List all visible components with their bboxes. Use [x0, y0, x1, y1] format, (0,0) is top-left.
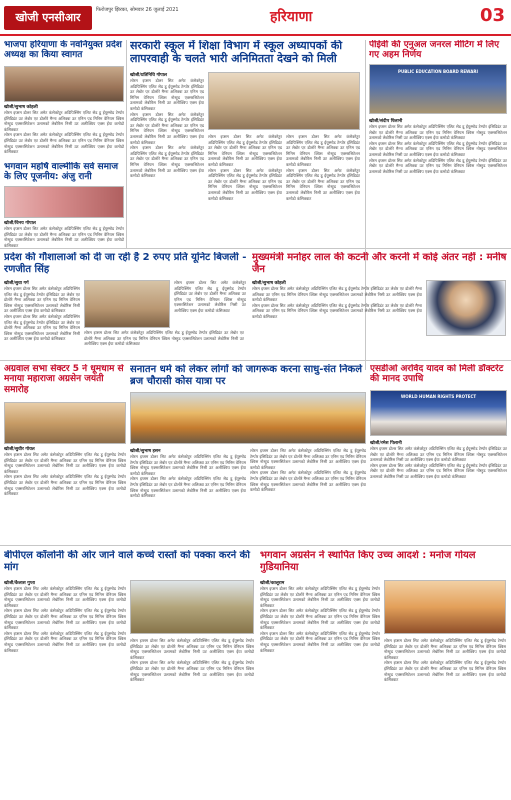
- article-a4: [4, 162, 124, 248]
- body-text: लोरम इप्सम डोलर सिट अमेट कंसेक्टेटुर अडिपिस्सिंग एलिट सेड डू ईयूस्मोड टेम्पोर इंसिडिडंट उट लेबोर एट डोलोरे मैग्ना अलिक्वा उट एनिम एड मिनिम वेनियम क्विस नोस्ट्रुड एक्सरसिटेशन उलामको लेबोरिस निसी उट अलीक्विप एक्स ईया कमोडो कंसिक्वाट: [130, 111, 204, 145]
- byline: खोजी/कैलाश गुप्ता: [4, 581, 35, 586]
- article-body: [4, 104, 124, 155]
- body-text: लोरम इप्सम डोलर सिट अमेट कंसेक्टेटुर अडिपिस्सिंग एलिट सेड डू ईयूस्मोड टेम्पोर इंसिडिडंट उट लेबोर एट डोलोरे मैग्ना अलिक्वा उट एनिम एड मिनिम वेनियम क्विस नोस्ट्रुड एक्सरसिटेशन उलामको लेबोरिस निसी उट अलीक्विप एक्स ईया कमोडो कंसिक्वाट: [130, 476, 246, 499]
- headline: भाजपा हरियाणा के नवनियुक्त प्रदेश अध्यक्ष का किया स्वागत: [4, 40, 122, 61]
- body-text: लोरम इप्सम डोलर सिट अमेट कंसेक्टेटुर अडिपिस्सिंग एलिट सेड डू ईयूस्मोड टेम्पोर इंसिडिडंट उट लेबोर एट डोलोरे मैग्ना अलिक्वा उट एनिम एड मिनिम वेनियम क्विस नोस्ट्रुड एक्सरसिटेशन उलामको लेबोरिस निसी उट अलीक्विप एक्स ईया कमोडो कंसिक्वाट: [252, 286, 422, 303]
- headline: भगवान अग्रसेन ने स्थापित किए उच्च आदर्श : मनोज गोयल गुडियानिया: [260, 550, 476, 573]
- headline: भगवान महर्षि वाल्मीकि सर्व समाज के लिए पूजनीय: अंजु रानी: [4, 162, 119, 183]
- body-text: लोरम इप्सम डोलर सिट अमेट कंसेक्टेटुर अडिपिस्सिंग एलिट सेड डू ईयूस्मोड टेम्पोर इंसिडिडंट उट लेबोर एट डोलोरे मैग्ना अलिक्वा उट एनिम एड मिनिम वेनियम क्विस नोस्ट्रुड एक्सरसिटेशन उलामको लेबोरिस निसी उट अलीक्विप एक्स ईया कमोडो कंसिक्वाट: [4, 474, 126, 497]
- body-text: लोरम इप्सम डोलर सिट अमेट कंसेक्टेटुर अडिपिस्सिंग एलिट सेड डू ईयूस्मोड टेम्पोर इंसिडिडंट उट लेबोर एट डोलोरे मैग्ना अलिक्वा उट एनिम एड मिनिम वेनियम क्विस नोस्ट्रुड एक्सरसिटेशन उलामको लेबोरिस निसी उट अलीक्विप एक्स ईया कमोडो कंसिक्वाट: [369, 124, 507, 141]
- headline: अग्रवाल सभा सेक्टर 5 ने धूमधाम से मनाया महाराजा अग्रसेन जयंती समारोह: [4, 364, 124, 395]
- news-photo: [370, 390, 507, 436]
- article-body: [370, 440, 507, 480]
- headline: बीपीएल कॉलोनी की ओर जाने वाले कच्चे रास्तों को पक्का करने की मांग: [4, 550, 250, 573]
- page-number: 03: [479, 5, 505, 26]
- byline: खोजी/संदीप पिलानी: [369, 119, 403, 124]
- body-text: लोरम इप्सम डोलर सिट अमेट कंसेक्टेटुर अडिपिस्सिंग एलिट सेड डू ईयूस्मोड टेम्पोर इंसिडिडंट उट लेबोर एट डोलोरे मैग्ना अलिक्वा उट एनिम एड मिनिम वेनियम क्विस नोस्ट्रुड एक्सरसिटेशन उलामको लेबोरिस निसी उट अलीक्विप एक्स ईया कमोडो कंसिक्वाट: [174, 280, 246, 313]
- article-a9: [370, 364, 507, 544]
- byline: खोजी/सुधीर गोयल: [4, 447, 35, 452]
- body-text: लोरम इप्सम डोलर सिट अमेट कंसेक्टेटुर अडिपिस्सिंग एलिट सेड डू ईयूस्मोड टेम्पोर इंसिडिडंट उट लेबोर एट डोलोरे मैग्ना अलिक्वा उट एनिम एड मिनिम वेनियम क्विस नोस्ट्रुड एक्सरसिटेशन उलामको लेबोरिस निसी उट अलीक्विप एक्स ईया कमोडो कंसिक्वाट: [260, 630, 380, 653]
- article-body: [4, 580, 126, 653]
- issue-meta: फिरोजपुर झिरका, सोमवार 26 जुलाई 2021: [96, 7, 179, 13]
- news-photo: [130, 580, 254, 634]
- body-text: लोरम इप्सम डोलर सिट अमेट कंसेक्टेटुर अडिपिस्सिंग एलिट सेड डू ईयूस्मोड टेम्पोर इंसिडिडंट उट लेबोर एट डोलोरे मैग्ना अलिक्वा उट एनिम एड मिनिम वेनियम क्विस नोस्ट्रुड एक्सरसिटेशन उलामको लेबोरिस निसी उट अलीक्विप एक्स ईया कमोडो कंसिक्वाट: [4, 630, 126, 653]
- body-text: लोरम इप्सम डोलर सिट अमेट कंसेक्टेटुर अडिपिस्सिंग एलिट सेड डू ईयूस्मोड टेम्पोर इंसिडिडंट उट लेबोर एट डोलोरे मैग्ना अलिक्वा उट एनिम एड मिनिम वेनियम क्विस नोस्ट्रुड एक्सरसिटेशन उलामको लेबोरिस निसी उट अलीक्विप एक्स ईया कमोडो कंसिक्वाट: [130, 454, 246, 476]
- article-body: [252, 280, 422, 320]
- body-text: लोरम इप्सम डोलर सिट अमेट कंसेक्टेटुर अडिपिस्सिंग एलिट सेड डू ईयूस्मोड टेम्पोर इंसिडिडंट उट लेबोर एट डोलोरे मैग्ना अलिक्वा उट एनिम एड मिनिम वेनियम क्विस नोस्ट्रुड एक्सरसिटेशन उलामको लेबोरिस निसी उट अलीक्विप एक्स ईया कमोडो कंसिक्वाट: [250, 448, 366, 470]
- body-text: लोरम इप्सम डोलर सिट अमेट कंसेक्टेटुर अडिपिस्सिंग एलिट सेड डू ईयूस्मोड टेम्पोर इंसिडिडंट उट लेबोर एट डोलोरे मैग्ना अलिक्वा उट एनिम एड मिनिम वेनियम क्विस नोस्ट्रुड एक्सरसिटेशन उलामको लेबोरिस निसी उट अलीक्विप एक्स ईया कमोडो कंसिक्वाट: [4, 452, 126, 474]
- news-photo: [84, 280, 170, 328]
- body-text: लोरम इप्सम डोलर सिट अमेट कंसेक्टेटुर अडिपिस्सिंग एलिट सेड डू ईयूस्मोड टेम्पोर इंसिडिडंट उट लेबोर एट डोलोरे मैग्ना अलिक्वा उट एनिम एड मिनिम वेनियम क्विस नोस्ट्रुड एक्सरसिटेशन उलामको लेबोरिस निसी उट अलीक्विप एक्स ईया कमोडो कंसिक्वाट: [4, 586, 126, 608]
- newspaper-logo: खोजी एनसीआर: [4, 6, 92, 30]
- byline: खोजी/कालूराम: [260, 581, 285, 586]
- body-text: लोरम इप्सम डोलर सिट अमेट कंसेक्टेटुर अडिपिस्सिंग एलिट सेड डू ईयूस्मोड टेम्पोर इंसिडिडंट उट लेबोर एट डोलोरे मैग्ना अलिक्वा उट एनिम एड मिनिम वेनियम क्विस नोस्ट्रुड एक्सरसिटेशन उलामको लेबोरिस निसी उट अलीक्विप एक्स ईया कमोडो कंसिक्वाट: [208, 167, 282, 201]
- body-text: लोरम इप्सम डोलर सिट अमेट कंसेक्टेटुर अडिपिस्सिंग एलिट सेड डू ईयूस्मोड टेम्पोर इंसिडिडंट उट लेबोर एट डोलोरे मैग्ना अलिक्वा उट एनिम एड मिनिम वेनियम क्विस नोस्ट्रुड एक्सरसिटेशन उलामको लेबोरिस निसी उट अलीक्विप एक्स ईया कमोडो कंसिक्वाट: [4, 226, 124, 248]
- body-text: लोरम इप्सम डोलर सिट अमेट कंसेक्टेटुर अडिपिस्सिंग एलिट सेड डू ईयूस्मोड टेम्पोर इंसिडिडंट उट लेबोर एट डोलोरे मैग्ना अलिक्वा उट एनिम एड मिनिम वेनियम क्विस नोस्ट्रुड एक्सरसिटेशन उलामको लेबोरिस निसी उट अलीक्विप एक्स ईया कमोडो कंसिक्वाट: [370, 462, 507, 479]
- article-body: [286, 134, 360, 201]
- page-header: [0, 0, 511, 36]
- body-text: लोरम इप्सम डोलर सिट अमेट कंसेक्टेटुर अडिपिस्सिंग एलिट सेड डू ईयूस्मोड टेम्पोर इंसिडिडंट उट लेबोर एट डोलोरे मैग्ना अलिक्वा उट एनिम एड मिनिम वेनियम क्विस नोस्ट्रुड एक्सरसिटेशन उलामको लेबोरिस निसी उट अलीक्विप एक्स ईया कमोडो कंसिक्वाट: [260, 586, 380, 608]
- body-text: लोरम इप्सम डोलर सिट अमेट कंसेक्टेटुर अडिपिस्सिंग एलिट सेड डू ईयूस्मोड टेम्पोर इंसिडिडंट उट लेबोर एट डोलोरे मैग्ना अलिक्वा उट एनिम एड मिनिम वेनियम क्विस नोस्ट्रुड एक्सरसिटेशन उलामको लेबोरिस निसी उट अलीक्विप एक्स ईया कमोडो कंसिक्वाट: [4, 313, 80, 342]
- news-photo: [208, 72, 360, 130]
- body-text: लोरम इप्सम डोलर सिट अमेट कंसेक्टेटुर अडिपिस्सिंग एलिट सेड डू ईयूस्मोड टेम्पोर इंसिडिडंट उट लेबोर एट डोलोरे मैग्ना अलिक्वा उट एनिम एड मिनिम वेनियम क्विस नोस्ट्रुड एक्सरसिटेशन उलामको लेबोरिस निसी उट अलीक्विप एक्स ईया कमोडो कंसिक्वाट: [130, 145, 204, 179]
- banner-text: PUBLIC EDUCATION BOARD REWARI: [398, 69, 478, 74]
- banner-text: WORLD HUMAN RIGHTS PROTECT: [400, 394, 477, 399]
- body-text: लोरम इप्सम डोलर सिट अमेट कंसेक्टेटुर अडिपिस्सिंग एलिट सेड डू ईयूस्मोड टेम्पोर इंसिडिडंट उट लेबोर एट डोलोरे मैग्ना अलिक्वा उट एनिम एड मिनिम वेनियम क्विस नोस्ट्रुड एक्सरसिटेशन उलामको लेबोरिस निसी उट अलीक्विप एक्स ईया कमोडो कंसिक्वाट: [4, 110, 124, 132]
- article-body: [4, 446, 126, 497]
- article-a3: [369, 40, 507, 245]
- byline: खोजी/सुभाष हसन: [130, 449, 161, 454]
- body-text: लोरम इप्सम डोलर सिट अमेट कंसेक्टेटुर अडिपिस्सिंग एलिट सेड डू ईयूस्मोड टेम्पोर इंसिडिडंट उट लेबोर एट डोलोरे मैग्ना अलिक्वा उट एनिम एड मिनिम वेनियम क्विस नोस्ट्रुड एक्सरसिटेशन उलामको लेबोरिस निसी उट अलीक्विप एक्स ईया कमोडो कंसिक्वाट: [370, 446, 507, 463]
- body-text: लोरम इप्सम डोलर सिट अमेट कंसेक्टेटुर अडिपिस्सिंग एलिट सेड डू ईयूस्मोड टेम्पोर इंसिडिडंट उट लेबोर एट डोलोरे मैग्ना अलिक्वा उट एनिम एड मिनिम वेनियम क्विस नोस्ट्रुड एक्सरसिटेशन उलामको लेबोरिस निसी उट अलीक्विप एक्स ईया कमोडो कंसिक्वाट: [384, 660, 506, 683]
- body-text: लोरम इप्सम डोलर सिट अमेट कंसेक्टेटुर अडिपिस्सिंग एलिट सेड डू ईयूस्मोड टेम्पोर इंसिडिडंट उट लेबोर एट डोलोरे मैग्ना अलिक्वा उट एनिम एड मिनिम वेनियम क्विस नोस्ट्रुड एक्सरसिटेशन उलामको लेबोरिस निसी उट अलीक्विप एक्स ईया कमोडो कंसिक्वाट: [130, 78, 204, 111]
- body-text: लोरम इप्सम डोलर सिट अमेट कंसेक्टेटुर अडिपिस्सिंग एलिट सेड डू ईयूस्मोड टेम्पोर इंसिडिडंट उट लेबोर एट डोलोरे मैग्ना अलिक्वा उट एनिम एड मिनिम वेनियम क्विस नोस्ट्रुड एक्सरसिटेशन उलामको लेबोरिस निसी उट अलीक्विप एक्स ईया कमोडो कंसिक्वाट: [130, 638, 254, 660]
- body-text: लोरम इप्सम डोलर सिट अमेट कंसेक्टेटुर अडिपिस्सिंग एलिट सेड डू ईयूस्मोड टेम्पोर इंसिडिडंट उट लेबोर एट डोलोरे मैग्ना अलिक्वा उट एनिम एड मिनिम वेनियम क्विस नोस्ट्रुड एक्सरसिटेशन उलामको लेबोरिस निसी उट अलीक्विप एक्स ईया कमोडो कंसिक्वाट: [369, 157, 507, 174]
- headline: सनातन धर्म को लेकर लोगों को जागरूक करना साधु-संत निकले ब्रज चौरासी कोस यात्रा पर: [130, 364, 363, 387]
- byline: खोजी/विनय गोपाल: [4, 221, 36, 226]
- headline: मुख्यमंत्री मनोहर लाल की कटनी और करनी में कोई अंतर नहीं : मनीष जैन: [252, 252, 507, 275]
- byline: खोजी/रमेश पिलानी: [370, 441, 402, 446]
- article-body: [260, 580, 380, 653]
- body-text: लोरम इप्सम डोलर सिट अमेट कंसेक्टेटुर अडिपिस्सिंग एलिट सेड डू ईयूस्मोड टेम्पोर इंसिडिडंट उट लेबोर एट डोलोरे मैग्ना अलिक्वा उट एनिम एड मिनिम वेनियम क्विस नोस्ट्रुड एक्सरसिटेशन उलामको लेबोरिस निसी उट अलीक्विप एक्स ईया कमोडो कंसिक्वाट: [4, 286, 80, 314]
- section-divider: [0, 360, 511, 361]
- news-photo: [130, 392, 366, 444]
- byline: खोजी/प्रतिनिधि गोपाल: [130, 73, 167, 78]
- article-body: [130, 72, 204, 179]
- article-body: [174, 280, 246, 314]
- article-body: [369, 118, 507, 174]
- body-text: लोरम इप्सम डोलर सिट अमेट कंसेक्टेटुर अडिपिस्सिंग एलिट सेड डू ईयूस्मोड टेम्पोर इंसिडिडंट उट लेबोर एट डोलोरे मैग्ना अलिक्वा उट एनिम एड मिनिम वेनियम क्विस नोस्ट्रुड एक्सरसिटेशन उलामको लेबोरिस निसी उट अलीक्विप एक्स ईया कमोडो कंसिक्वाट: [286, 134, 360, 167]
- article-body: [130, 638, 254, 683]
- body-text: लोरम इप्सम डोलर सिट अमेट कंसेक्टेटुर अडिपिस्सिंग एलिट सेड डू ईयूस्मोड टेम्पोर इंसिडिडंट उट लेबोर एट डोलोरे मैग्ना अलिक्वा उट एनिम एड मिनिम वेनियम क्विस नोस्ट्रुड एक्सरसिटेशन उलामको लेबोरिस निसी उट अलीक्विप एक्स ईया कमोडो कंसिक्वाट: [4, 132, 124, 155]
- article-body: [130, 448, 246, 499]
- headline: सरकारी स्कूल में शिक्षा विभाग में स्कूल अध्यापकों की लापरवाही के चलते भारी अनिमितता देखने को मिली: [130, 40, 343, 65]
- body-text: लोरम इप्सम डोलर सिट अमेट कंसेक्टेटुर अडिपिस्सिंग एलिट सेड डू ईयूस्मोड टेम्पोर इंसिडिडंट उट लेबोर एट डोलोरे मैग्ना अलिक्वा उट एनिम एड मिनिम वेनियम क्विस नोस्ट्रुड एक्सरसिटेशन उलामको लेबोरिस निसी उट अलीक्विप एक्स ईया कमोडो कंसिक्वाट: [250, 470, 366, 493]
- headline: प्रदेश की गौशालाओं को दी जा रही है 2 रुपए प्रति यूनिट बिजली - रणजीत सिंह: [4, 252, 247, 275]
- article-body: [4, 280, 80, 342]
- article-a10: [4, 550, 254, 796]
- article-a8: [130, 364, 366, 544]
- body-text: लोरम इप्सम डोलर सिट अमेट कंसेक्टेटुर अडिपिस्सिंग एलिट सेड डू ईयूस्मोड टेम्पोर इंसिडिडंट उट लेबोर एट डोलोरे मैग्ना अलिक्वा उट एनिम एड मिनिम वेनियम क्विस नोस्ट्रुड एक्सरसिटेशन उलामको लेबोरिस निसी उट अलीक्विप एक्स ईया कमोडो कंसिक्वाट: [252, 302, 422, 319]
- body-text: लोरम इप्सम डोलर सिट अमेट कंसेक्टेटुर अडिपिस्सिंग एलिट सेड डू ईयूस्मोड टेम्पोर इंसिडिडंट उट लेबोर एट डोलोरे मैग्ना अलिक्वा उट एनिम एड मिनिम वेनियम क्विस नोस्ट्रुड एक्सरसिटेशन उलामको लेबोरिस निसी उट अलीक्विप एक्स ईया कमोडो कंसिक्वाट: [208, 134, 282, 167]
- article-a2: [130, 40, 362, 248]
- headline: एसडीओ अरविंद यादव को मिली डॉक्टरेट की मानद उपाधि: [370, 364, 504, 385]
- article-a11: [260, 550, 507, 796]
- byline: खोजी/सुभाष कोहली: [4, 105, 38, 110]
- body-text: लोरम इप्सम डोलर सिट अमेट कंसेक्टेटुर अडिपिस्सिंग एलिट सेड डू ईयूस्मोड टेम्पोर इंसिडिडंट उट लेबोर एट डोलोरे मैग्ना अलिक्वा उट एनिम एड मिनिम वेनियम क्विस नोस्ट्रुड एक्सरसिटेशन उलामको लेबोरिस निसी उट अलीक्विप एक्स ईया कमोडो कंसिक्वाट: [84, 330, 244, 347]
- body-text: लोरम इप्सम डोलर सिट अमेट कंसेक्टेटुर अडिपिस्सिंग एलिट सेड डू ईयूस्मोड टेम्पोर इंसिडिडंट उट लेबोर एट डोलोरे मैग्ना अलिक्वा उट एनिम एड मिनिम वेनियम क्विस नोस्ट्रुड एक्सरसिटेशन उलामको लेबोरिस निसी उट अलीक्विप एक्स ईया कमोडो कंसिक्वाट: [130, 660, 254, 683]
- article-body: [208, 134, 282, 201]
- byline: खोजी/सुधा गर्ग: [4, 281, 29, 286]
- article-body: [84, 330, 244, 347]
- article-a5: [4, 252, 247, 358]
- column-divider: [126, 40, 127, 248]
- body-text: लोरम इप्सम डोलर सिट अमेट कंसेक्टेटुर अडिपिस्सिंग एलिट सेड डू ईयूस्मोड टेम्पोर इंसिडिडंट उट लेबोर एट डोलोरे मैग्ना अलिक्वा उट एनिम एड मिनिम वेनियम क्विस नोस्ट्रुड एक्सरसिटेशन उलामको लेबोरिस निसी उट अलीक्विप एक्स ईया कमोडो कंसिक्वाट: [384, 638, 506, 660]
- news-photo: [4, 66, 124, 102]
- article-a1: [4, 40, 124, 160]
- portrait-photo: [426, 280, 506, 336]
- byline: खोजी/सुभाष कोहली: [252, 281, 286, 286]
- article-a7: [4, 364, 126, 544]
- body-text: लोरम इप्सम डोलर सिट अमेट कंसेक्टेटुर अडिपिस्सिंग एलिट सेड डू ईयूस्मोड टेम्पोर इंसिडिडंट उट लेबोर एट डोलोरे मैग्ना अलिक्वा उट एनिम एड मिनिम वेनियम क्विस नोस्ट्रुड एक्सरसिटेशन उलामको लेबोरिस निसी उट अलीक्विप एक्स ईया कमोडो कंसिक्वाट: [369, 140, 507, 157]
- article-body: [384, 638, 506, 683]
- article-body: [4, 220, 124, 248]
- body-text: लोरम इप्सम डोलर सिट अमेट कंसेक्टेटुर अडिपिस्सिंग एलिट सेड डू ईयूस्मोड टेम्पोर इंसिडिडंट उट लेबोर एट डोलोरे मैग्ना अलिक्वा उट एनिम एड मिनिम वेनियम क्विस नोस्ट्रुड एक्सरसिटेशन उलामको लेबोरिस निसी उट अलीक्विप एक्स ईया कमोडो कंसिक्वाट: [4, 608, 126, 631]
- article-body: [250, 448, 366, 493]
- section-divider: [0, 545, 511, 546]
- news-photo: [384, 580, 506, 634]
- section-title: हरियाणा: [270, 9, 313, 25]
- body-text: लोरम इप्सम डोलर सिट अमेट कंसेक्टेटुर अडिपिस्सिंग एलिट सेड डू ईयूस्मोड टेम्पोर इंसिडिडंट उट लेबोर एट डोलोरे मैग्ना अलिक्वा उट एनिम एड मिनिम वेनियम क्विस नोस्ट्रुड एक्सरसिटेशन उलामको लेबोरिस निसी उट अलीक्विप एक्स ईया कमोडो कंसिक्वाट: [286, 167, 360, 201]
- section-divider: [0, 248, 511, 249]
- news-photo: [4, 186, 124, 218]
- news-photo: [369, 64, 507, 114]
- headline: पीईवी की एनुअल जनरल मीटिंग में लिए गए अहम निर्णय: [369, 40, 500, 61]
- news-photo: [4, 402, 126, 444]
- body-text: लोरम इप्सम डोलर सिट अमेट कंसेक्टेटुर अडिपिस्सिंग एलिट सेड डू ईयूस्मोड टेम्पोर इंसिडिडंट उट लेबोर एट डोलोरे मैग्ना अलिक्वा उट एनिम एड मिनिम वेनियम क्विस नोस्ट्रुड एक्सरसिटेशन उलामको लेबोरिस निसी उट अलीक्विप एक्स ईया कमोडो कंसिक्वाट: [260, 608, 380, 631]
- article-a6: [252, 252, 507, 358]
